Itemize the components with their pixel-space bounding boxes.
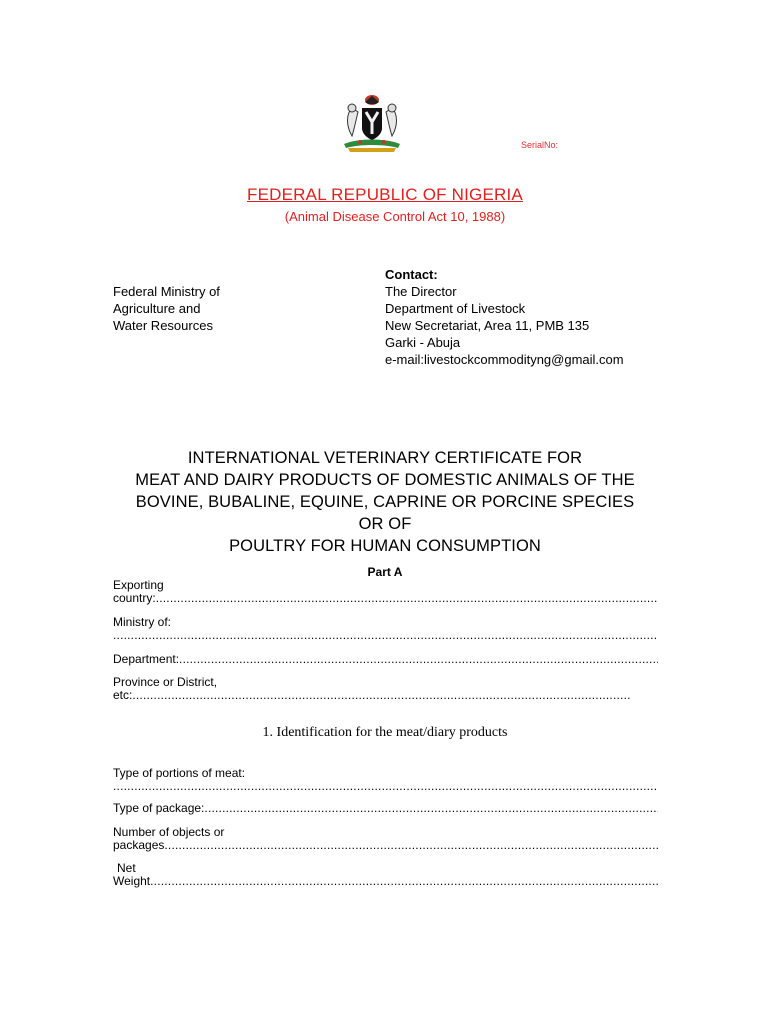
ministry-line: Water Resources	[113, 318, 213, 333]
certificate-title-line: INTERNATIONAL VETERINARY CERTIFICATE FOR	[187, 449, 583, 467]
province-label: Province or District,	[113, 675, 218, 689]
contact-email: e-mail:livestockcommodityng@gmail.com	[385, 352, 624, 367]
contact-line: The Director	[385, 284, 457, 299]
package-line[interactable]: Type of package: .....	[113, 802, 658, 815]
contact-line: Department of Livestock	[385, 301, 526, 316]
net-weight-line[interactable]: Weight .....	[113, 875, 658, 888]
part-a-heading: Part A	[367, 565, 403, 579]
contact-heading: Contact:	[385, 267, 438, 282]
ministry-line: Agriculture and	[113, 301, 201, 316]
exporting-country-label: Exporting	[113, 578, 164, 592]
page-title: FEDERAL REPUBLIC OF NIGERIA	[247, 185, 523, 204]
certificate-title-line: POULTRY FOR HUMAN CONSUMPTION	[229, 537, 541, 555]
ministry-of-field[interactable]	[113, 616, 658, 642]
certificate-title	[0, 447, 770, 557]
portions-label: Type of portions of meat:	[113, 766, 246, 780]
act-reference: (Animal Disease Control Act 10, 1988)	[284, 209, 506, 224]
contact-block	[385, 266, 624, 368]
certificate-title-line: OR OF	[358, 515, 412, 533]
contact-line: Garki - Abuja	[385, 335, 461, 350]
net-weight-field[interactable]	[113, 862, 658, 888]
ministry-of-line[interactable]	[113, 629, 658, 642]
exporting-country-field[interactable]	[113, 579, 658, 605]
objects-label: Number of objects or	[113, 825, 225, 839]
contact-line: New Secretariat, Area 11, PMB 135	[385, 318, 590, 333]
exporting-country-line[interactable]: country: .....	[113, 592, 658, 605]
net-weight-label: Net	[117, 861, 136, 875]
ministry-of-label: Ministry of:	[113, 615, 172, 629]
objects-field[interactable]	[113, 826, 658, 852]
certificate-title-line: BOVINE, BUBALINE, EQUINE, CAPRINE OR PORCINE SPECIES	[135, 493, 635, 511]
department-field[interactable]	[113, 653, 658, 666]
portions-field[interactable]	[113, 767, 658, 793]
department-line[interactable]: Department: .....	[113, 653, 658, 666]
ministry-line: Federal Ministry of	[113, 284, 220, 299]
province-line[interactable]: etc: .....	[113, 689, 631, 702]
portions-line[interactable]	[113, 780, 658, 793]
section-1-heading: 1. Identification for the meat/diary products	[262, 725, 508, 740]
coat-of-arms-emblem	[338, 92, 406, 154]
objects-line[interactable]: packages .....	[113, 839, 658, 852]
ministry-block	[113, 283, 220, 334]
serial-number-label: SerialNo:	[521, 140, 559, 150]
province-field[interactable]	[113, 676, 658, 702]
certificate-title-line: MEAT AND DAIRY PRODUCTS OF DOMESTIC ANIMALS OF THE	[135, 471, 635, 489]
package-field[interactable]	[113, 802, 658, 815]
